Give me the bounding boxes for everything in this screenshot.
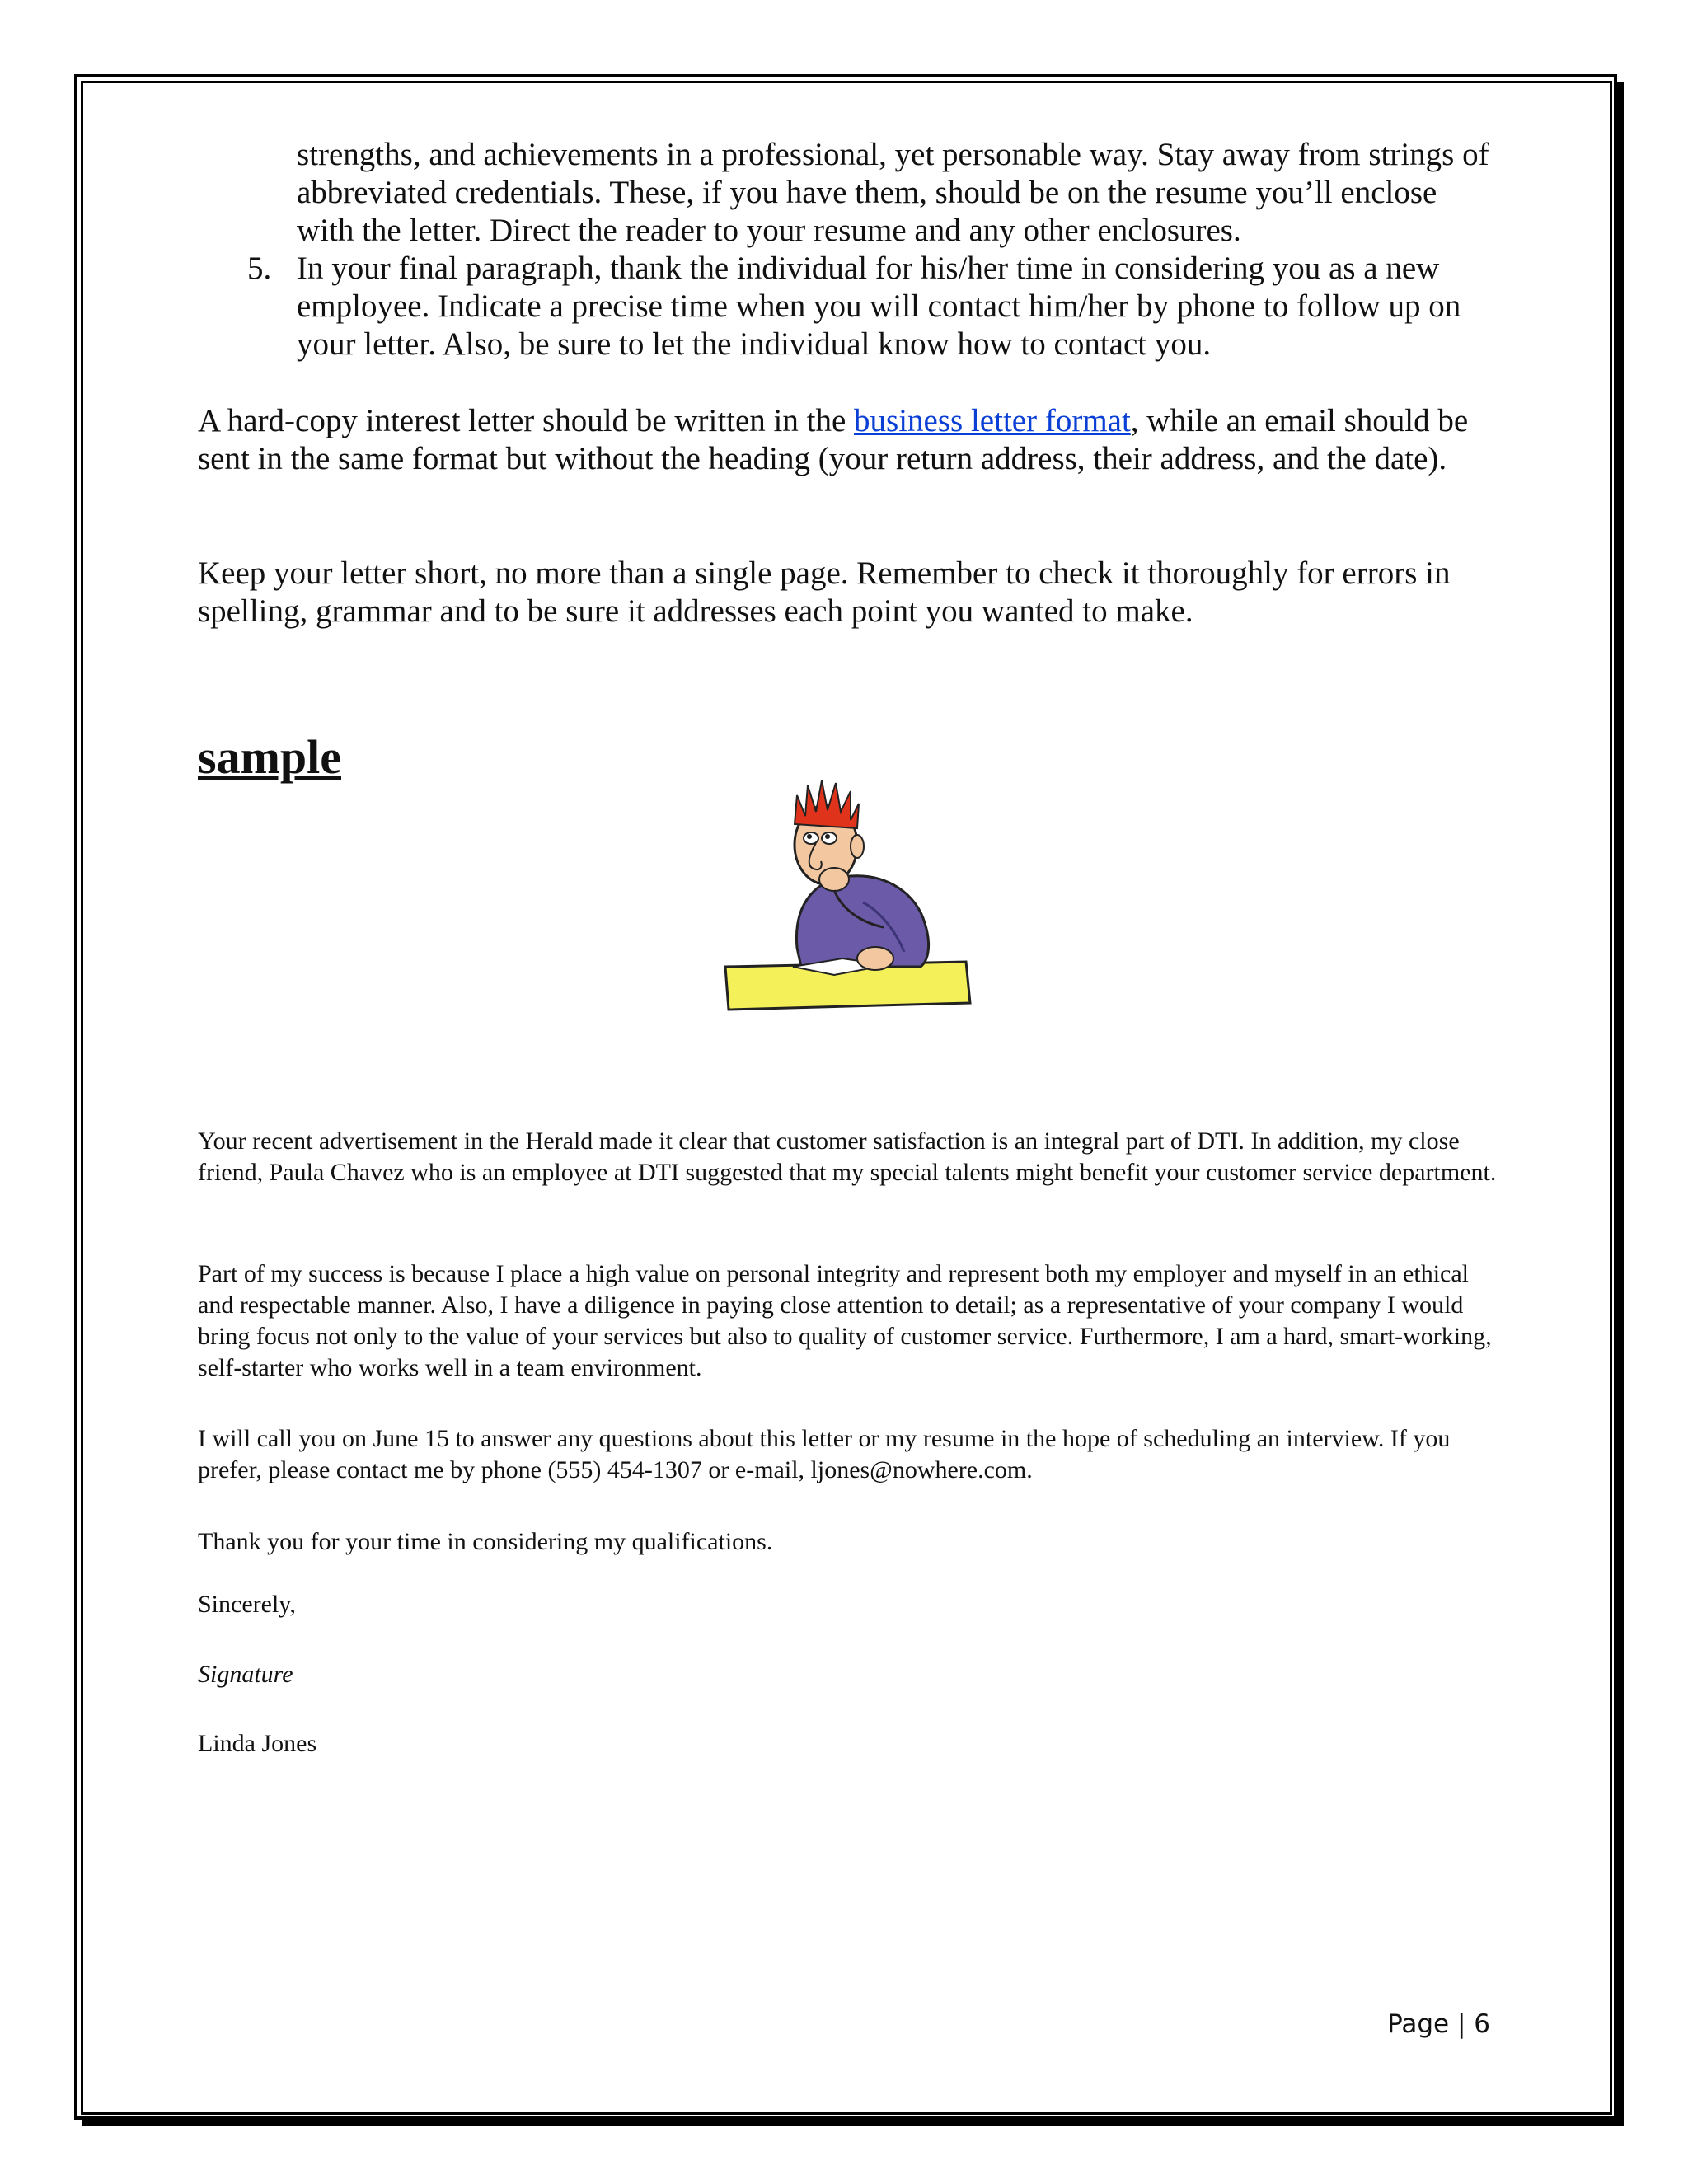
thinking-man-at-desk-icon [719,779,974,1018]
format-paragraph-lead: A hard-copy interest letter should be written in the [198,403,855,438]
page-border-inner [81,81,1612,2115]
letter-signature: Signature [198,1661,293,1688]
page-number-footer: Page | 6 [1387,2009,1490,2039]
format-paragraph [198,402,1500,478]
list-item-5-number: 5. [247,251,272,286]
list-item-5-text: In your final paragraph, thank the individual for his/her time in considering you as a new employee. Indicate a precise time when you will contact him/her by phone to follow up on your letter. Also, be sure to let the individual know how to contact you. [297,251,1461,362]
list-item-4-continuation: strengths, and achievements in a professional, yet personable way. Stay away from strings of abbreviated credentials. These, if you have them, should be on the resume you’ll enclose with the letter. Direct the reader to your resume and any other enclosures. [297,137,1489,248]
letter-closing: Sincerely, [198,1591,296,1618]
letter-paragraph-3: I will call you on June 15 to answer any questions about this letter or my resume in the hope of scheduling an interview. If you prefer, please contact me by phone (555) 454-1307 or e-mail, ljones@nowhere.com. [198,1425,1451,1483]
sample-heading: sample [198,730,341,784]
format-paragraph-tail: , while an email should be sent in the same format but without the heading (your return address, their address, and the date). [198,403,1469,476]
letter-paragraph-4: Thank you for your time in considering my qualifications. [198,1528,773,1555]
letter-paragraph-1: Your recent advertisement in the Herald made it clear that customer satisfaction is an integral part of DTI. In addition, my close friend, Paula Chavez who is an employee at DTI suggested that my special talents might benefit your customer service department. [198,1127,1497,1186]
keep-short-paragraph: Keep your letter short, no more than a single page. Remember to check it thoroughly for errors in spelling, grammar and to be sure it addresses each point you wanted to make. [198,555,1451,629]
business-letter-format-link[interactable]: business letter format [854,403,1131,438]
letter-paragraph-2: Part of my success is because I place a high value on personal integrity and represent both my employer and myself in an ethical and respectable manner. Also, I have a diligence in paying close attention to detail; as a representative of your company I would bring focus not only to the value of your services but also to quality of customer service. Furthermore, I am a hard, smart-working, self-starter who works well in a team environment. [198,1260,1492,1381]
letter-name: Linda Jones [198,1730,317,1757]
